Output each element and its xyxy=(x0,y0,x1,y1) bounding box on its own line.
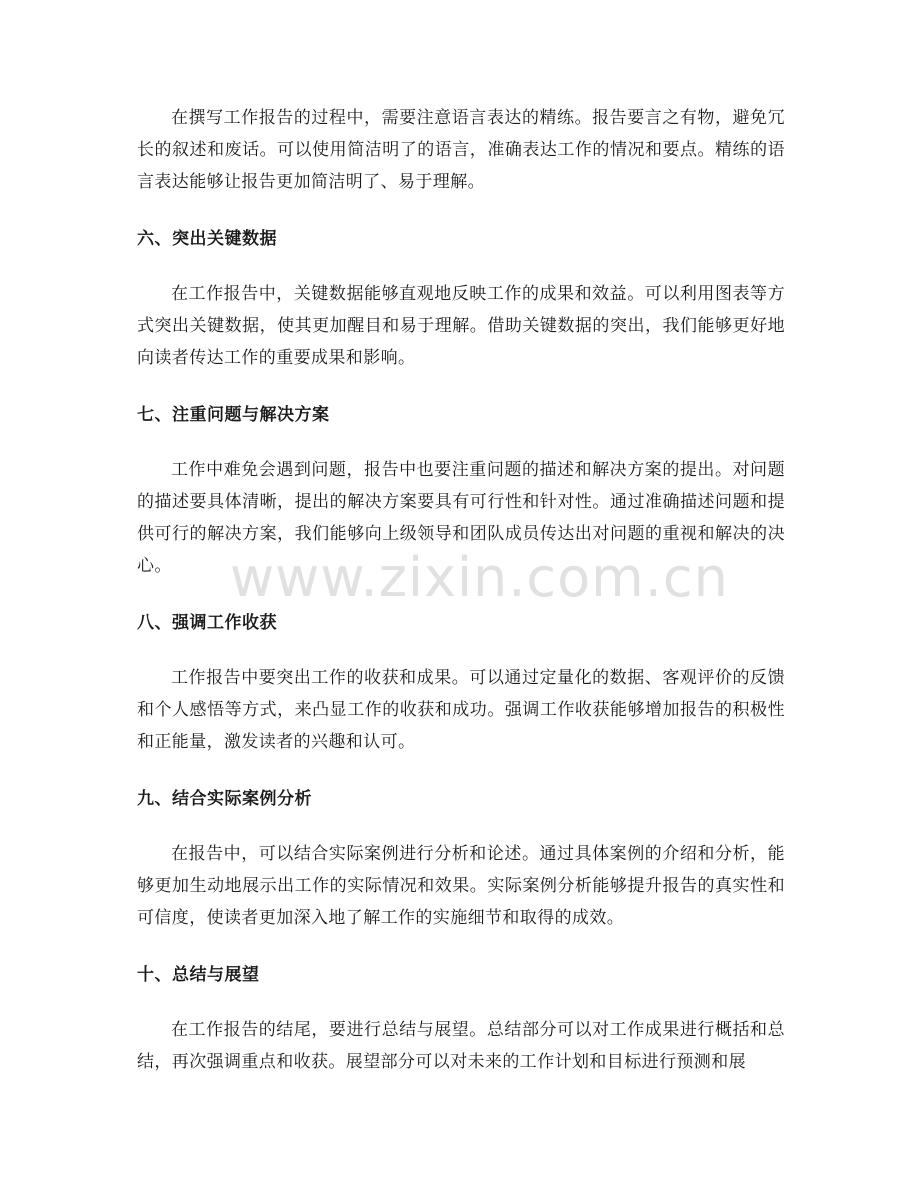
section-heading-7: 七、注重问题与解决方案 xyxy=(137,405,330,425)
section-paragraph-9: 在报告中，可以结合实际案例进行分析和论述。通过具体案例的介绍和分析，能够更加生动地展示出工作的实际情况和效果。实际案例分析能够提升报告的真实性和可信度，使读者更加深入地了解工作的实施细节和取得的成效。 xyxy=(137,844,785,928)
document-body xyxy=(137,102,785,1078)
section-paragraph-10: 在工作报告的结尾，要进行总结与展望。总结部分可以对工作成果进行概括和总结，再次强调重点和收获。展望部分可以对未来的工作计划和目标进行预测和展 xyxy=(137,1020,785,1072)
section-heading-8: 八、强调工作收获 xyxy=(137,613,277,633)
section-heading-6: 六、突出关键数据 xyxy=(137,229,277,249)
section-paragraph-7: 工作中难免会遇到问题，报告中也要注重问题的描述和解决方案的提出。对问题的描述要具体清晰，提出的解决方案要具有可行性和针对性。通过准确描述问题和提供可行的解决方案，我们能够向上级领导和团队成员传达出对问题的重视和解决的决心。 xyxy=(137,460,785,576)
section-paragraph-8: 工作报告中要突出工作的收获和成果。可以通过定量化的数据、客观评价的反馈和个人感悟等方式，来凸显工作的收获和成功。强调工作收获能够增加报告的积极性和正能量，激发读者的兴趣和认可。 xyxy=(137,668,785,752)
watermark: www.zixin.com.cn xyxy=(230,546,729,609)
section-heading-9: 九、结合实际案例分析 xyxy=(137,789,312,809)
section-paragraph-6: 在工作报告中，关键数据能够直观地反映工作的成果和效益。可以利用图表等方式突出关键数据，使其更加醒目和易于理解。借助关键数据的突出，我们能够更好地向读者传达工作的重要成果和影响。 xyxy=(137,284,785,368)
section-heading-10: 十、总结与展望 xyxy=(137,965,260,985)
intro-paragraph: 在撰写工作报告的过程中，需要注意语言表达的精练。报告要言之有物，避免冗长的叙述和废话。可以使用简洁明了的语言，准确表达工作的情况和要点。精练的语言表达能够让报告更加简洁明了、易于理解。 xyxy=(137,108,785,192)
